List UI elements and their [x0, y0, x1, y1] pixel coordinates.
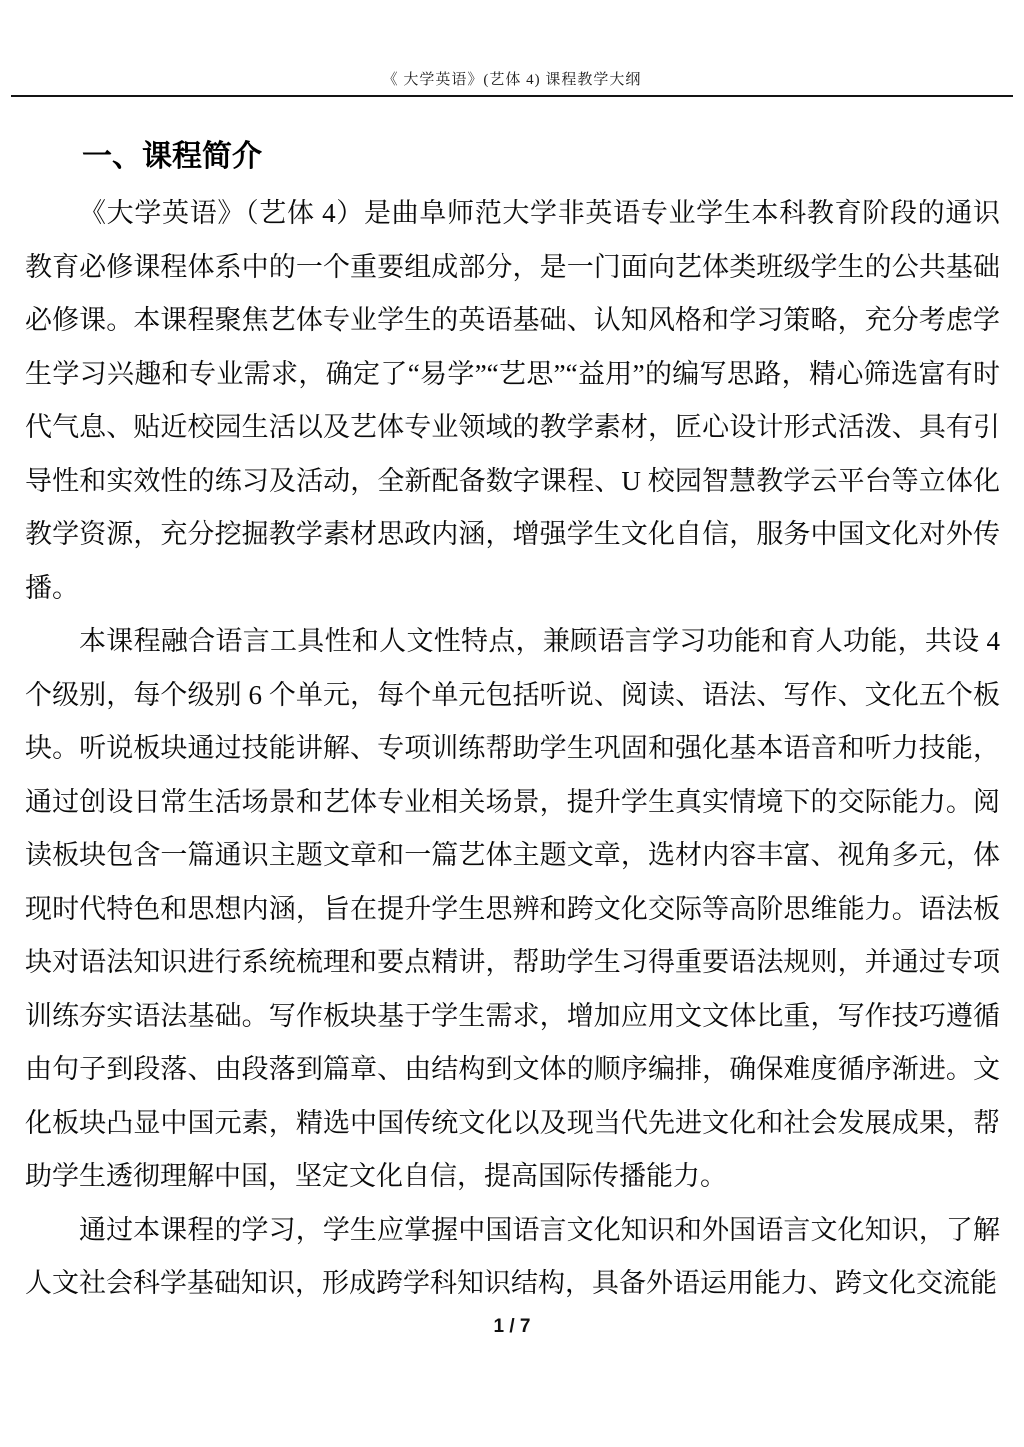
paragraph: 《大学英语》（艺体 4）是曲阜师范大学非英语专业学生本科教育阶段的通识教育必修课程体系中的一个重要组成部分，是一门面向艺体类班级学生的公共基础必修课。本课程聚焦艺体专业学生的英语基础、认知风格和学习策略，充分考虑学生学习兴趣和专业需求，确定了“易学”“艺思”“益用”的编写思路，精心筛选富有时代气息、贴近校园生活以及艺体专业领域的教学素材，匠心设计形式活泼、具有引导性和实效性的练习及活动，全新配备数字课程、U 校园智慧教学云平台等立体化教学资源，充分挖掘教学素材思政内涵，增强学生文化自信，服务中国文化对外传播。	[25, 198, 1000, 603]
header-divider	[11, 95, 1013, 97]
paragraph: 本课程融合语言工具性和人文性特点，兼顾语言学习功能和育人功能，共设 4 个级别，每个级别 6 个单元，每个单元包括听说、阅读、语法、写作、文化五个板块。听说板块通过技能讲解、专项训练帮助学生巩固和强化基本语音和听力技能，通过创设日常生活场景和艺体专业相关场景，提升学生真实情境下的交际能力。阅读板块包含一篇通识主题文章和一篇艺体主题文章，选材内容丰富、视角多元，体现时代特色和思想内涵，旨在提升学生思辨和跨文化交际等高阶思维能力。语法板块对语法知识进行系统梳理和要点精讲，帮助学生习得重要语法规则，并通过专项训练夯实语法基础。写作板块基于学生需求，增加应用文文体比重，写作技巧遵循由句子到段落、由段落到篇章、由结构到文体的顺序编排，确保难度循序渐进。文化板块凸显中国元素，精选中国传统文化以及现当代先进文化和社会发展成果，帮助学生透彻理解中国，坚定文化自信，提高国际传播能力。	[25, 626, 1000, 1191]
paragraph-block	[25, 187, 1000, 1311]
section-heading: 一、课程简介	[82, 140, 262, 173]
document-header-title: 《 大学英语》(艺体 4) 课程教学大纲	[382, 72, 642, 88]
paragraph: 通过本课程的学习，学生应掌握中国语言文化知识和外国语言文化知识，了解人文社会科学基础知识，形成跨学科知识结构，具备外语运用能力、跨文化交流能	[25, 1214, 1000, 1298]
page-header	[0, 0, 1024, 97]
page-number: 1 / 7	[493, 1316, 531, 1337]
document-body	[25, 139, 1000, 1311]
